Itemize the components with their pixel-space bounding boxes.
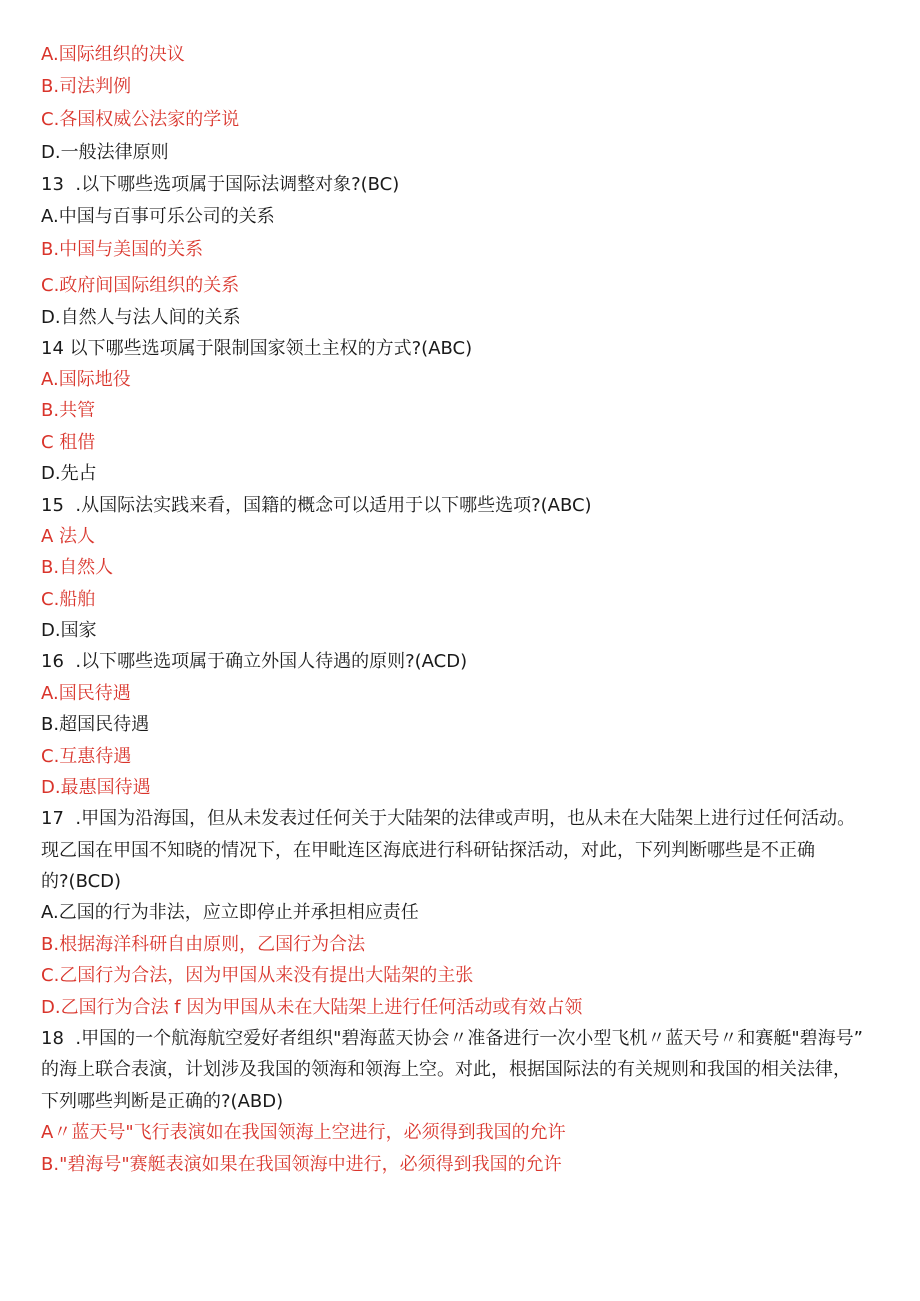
- option-line: B.超国民待遇: [41, 714, 150, 735]
- option-line: D.国家: [41, 620, 97, 641]
- option-line: C.政府间国际组织的关系: [41, 275, 240, 296]
- option-line: B.根据海洋科研自由原则，乙国行为合法: [41, 934, 366, 955]
- option-line: D.先占: [41, 463, 97, 484]
- option-line: D.最惠国待遇: [41, 777, 151, 798]
- option-line: B.自然人: [41, 557, 114, 578]
- option-line: D.乙国行为合法 f 因为甲国从未在大陆架上进行任何活动或有效占领: [41, 997, 583, 1018]
- option-line: C.各国权威公法家的学说: [41, 109, 240, 130]
- question-line: 18 .甲国的一个航海航空爱好者组织"碧海蓝天协会〃准备进行一次小型飞机〃蓝天号〃和赛艇"碧海号”: [41, 1028, 863, 1049]
- option-line: B.共管: [41, 400, 96, 421]
- question-line: 14 以下哪些选项属于限制国家领土主权的方式?(ABC): [41, 338, 473, 359]
- option-line: B."碧海号"赛艇表演如果在我国领海中进行，必须得到我国的允许: [41, 1154, 562, 1175]
- option-line: B.中国与美国的关系: [41, 239, 204, 260]
- question-line: 13 .以下哪些选项属于国际法调整对象?(BC): [41, 174, 400, 195]
- option-line: A.乙国的行为非法，应立即停止并承担相应责任: [41, 902, 419, 923]
- option-line: A.国际地役: [41, 369, 131, 390]
- option-line: C.乙国行为合法，因为甲国从来没有提出大陆架的主张: [41, 965, 474, 986]
- option-line: D.一般法律原则: [41, 142, 169, 163]
- option-line: A.国际组织的决议: [41, 44, 185, 65]
- option-line: A.国民待遇: [41, 683, 131, 704]
- question-line: 17 .甲国为沿海国，但从未发表过任何关于大陆架的法律或声明，也从未在大陆架上进行过任何活动。: [41, 808, 856, 829]
- option-line: A〃蓝天号"飞行表演如在我国领海上空进行，必须得到我国的允许: [41, 1122, 566, 1143]
- question-line: 现乙国在甲国不知晓的情况下，在甲毗连区海底进行科研钻探活动，对此，下列判断哪些是不正确: [41, 840, 815, 861]
- option-line: D.自然人与法人间的关系: [41, 307, 241, 328]
- question-line: 16 .以下哪些选项属于确立外国人待遇的原则?(ACD): [41, 651, 468, 672]
- question-line: 的海上联合表演，计划涉及我国的领海和领海上空。对此，根据国际法的有关规则和我国的相关法律，: [41, 1059, 851, 1080]
- question-line: 的?(BCD): [41, 871, 122, 892]
- option-line: B.司法判例: [41, 76, 132, 97]
- option-line: C.船舶: [41, 589, 96, 610]
- option-line: A.中国与百事可乐公司的关系: [41, 206, 275, 227]
- question-line: 下列哪些判断是正确的?(ABD): [41, 1091, 284, 1112]
- option-line: A 法人: [41, 526, 96, 547]
- question-line: 15 .从国际法实践来看，国籍的概念可以适用于以下哪些选项?(ABC): [41, 495, 592, 516]
- option-line: C.互惠待遇: [41, 746, 132, 767]
- option-line: C 租借: [41, 432, 96, 453]
